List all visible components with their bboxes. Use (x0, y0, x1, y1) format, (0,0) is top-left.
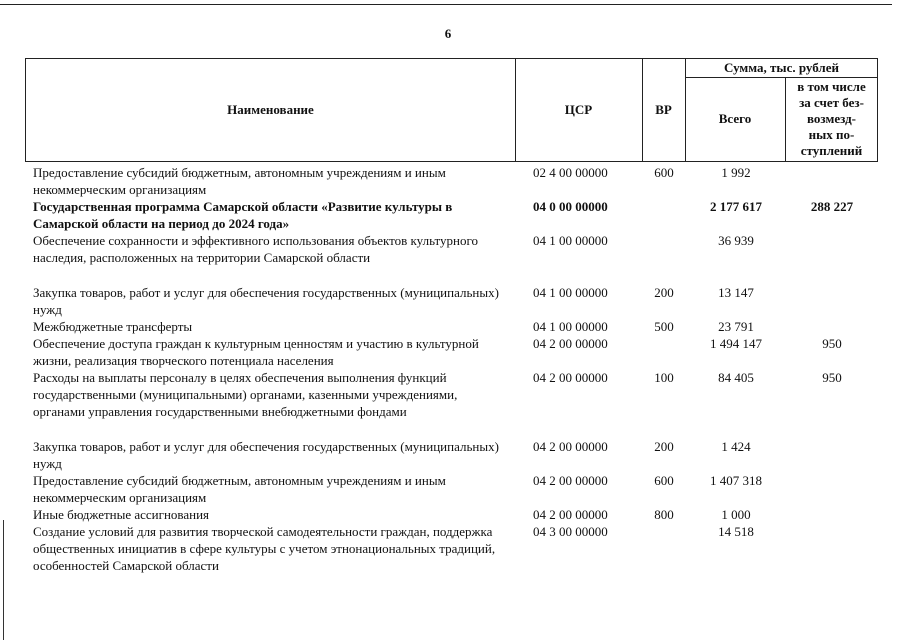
row-total: 2 177 617 (710, 199, 762, 214)
row-name: Расходы на выплаты персоналу в целях обеспечения выполнения функций государственными (муниципальными) органами, казенными учреждениями, органами управления государственными внебюджетными фондами (33, 370, 458, 419)
page-edge (3, 520, 4, 640)
header-vr: ВР (655, 102, 672, 117)
row-vr: 200 (654, 439, 674, 454)
header-sum: Сумма, тыс. рублей (724, 60, 839, 75)
page-number: 6 (444, 26, 452, 41)
row-total: 13 147 (718, 285, 754, 300)
row-name: Государственная программа Самарской области «Развитие культуры в Самарской области на период до 2024 года» (33, 199, 453, 231)
row-csr: 04 2 00 00000 (533, 336, 608, 351)
row-name: Межбюджетные трансферты (33, 319, 193, 334)
header-csr: ЦСР (564, 102, 593, 117)
row-name: Предоставление субсидий бюджетным, автономным учреждениям и иным некоммерческим организациям (33, 165, 446, 197)
row-csr: 04 3 00 00000 (533, 524, 608, 539)
row-vr: 200 (654, 285, 674, 300)
header-free-line: возмезд- (807, 111, 856, 126)
row-free: 288 227 (810, 199, 854, 214)
top-rule (0, 4, 892, 5)
row-total: 1 424 (721, 439, 751, 454)
row-total: 36 939 (718, 233, 754, 248)
row-csr: 04 2 00 00000 (533, 507, 608, 522)
row-vr: 500 (654, 319, 674, 334)
row-csr: 04 2 00 00000 (533, 439, 608, 454)
row-name: Обеспечение сохранности и эффективного использования объектов культурного наследия, расположенных на территории Самарской области (33, 233, 478, 265)
row-vr: 800 (654, 507, 674, 522)
row-total: 14 518 (718, 524, 754, 539)
row-csr: 04 2 00 00000 (533, 370, 608, 385)
row-total: 1 407 318 (710, 473, 762, 488)
row-total: 1 992 (721, 165, 751, 180)
header-total: Всего (718, 111, 752, 126)
row-name: Обеспечение доступа граждан к культурным ценностям и участию в культурной жизни, реализация творческого потенциала населения (33, 336, 479, 368)
row-total: 84 405 (718, 370, 754, 385)
row-name: Создание условий для развития творческой самодеятельности граждан, поддержка общественных инициатив в сфере культуры с учетом этнонациональных традиций, особенностей Самарской области (33, 524, 496, 573)
row-csr: 04 2 00 00000 (533, 473, 608, 488)
row-total: 1 000 (721, 507, 751, 522)
header-free (785, 77, 878, 161)
row-csr: 04 1 00 00000 (533, 233, 608, 248)
row-name: Закупка товаров, работ и услуг для обеспечения государственных (муниципальных) нужд (33, 439, 499, 471)
header-free-line: ступлений (800, 143, 863, 158)
header-name: Наименование (227, 102, 314, 117)
row-csr: 04 1 00 00000 (533, 319, 608, 334)
row-vr: 100 (654, 370, 674, 385)
row-free: 950 (822, 370, 842, 385)
row-csr: 04 1 00 00000 (533, 285, 608, 300)
header-free-line: в том числе (797, 79, 866, 94)
row-csr: 04 0 00 00000 (533, 199, 608, 214)
row-vr: 600 (654, 165, 674, 180)
row-total: 23 791 (718, 319, 754, 334)
row-csr: 02 4 00 00000 (533, 165, 608, 180)
row-name: Иные бюджетные ассигнования (33, 507, 210, 522)
header-free-line: ных по- (808, 127, 855, 142)
row-free: 950 (822, 336, 842, 351)
header-free-line: за счет без- (799, 95, 864, 110)
table-header (25, 58, 878, 162)
row-total: 1 494 147 (710, 336, 762, 351)
row-name: Предоставление субсидий бюджетным, автономным учреждениям и иным некоммерческим организациям (33, 473, 446, 505)
row-vr: 600 (654, 473, 674, 488)
row-name: Закупка товаров, работ и услуг для обеспечения государственных (муниципальных) нужд (33, 285, 499, 317)
